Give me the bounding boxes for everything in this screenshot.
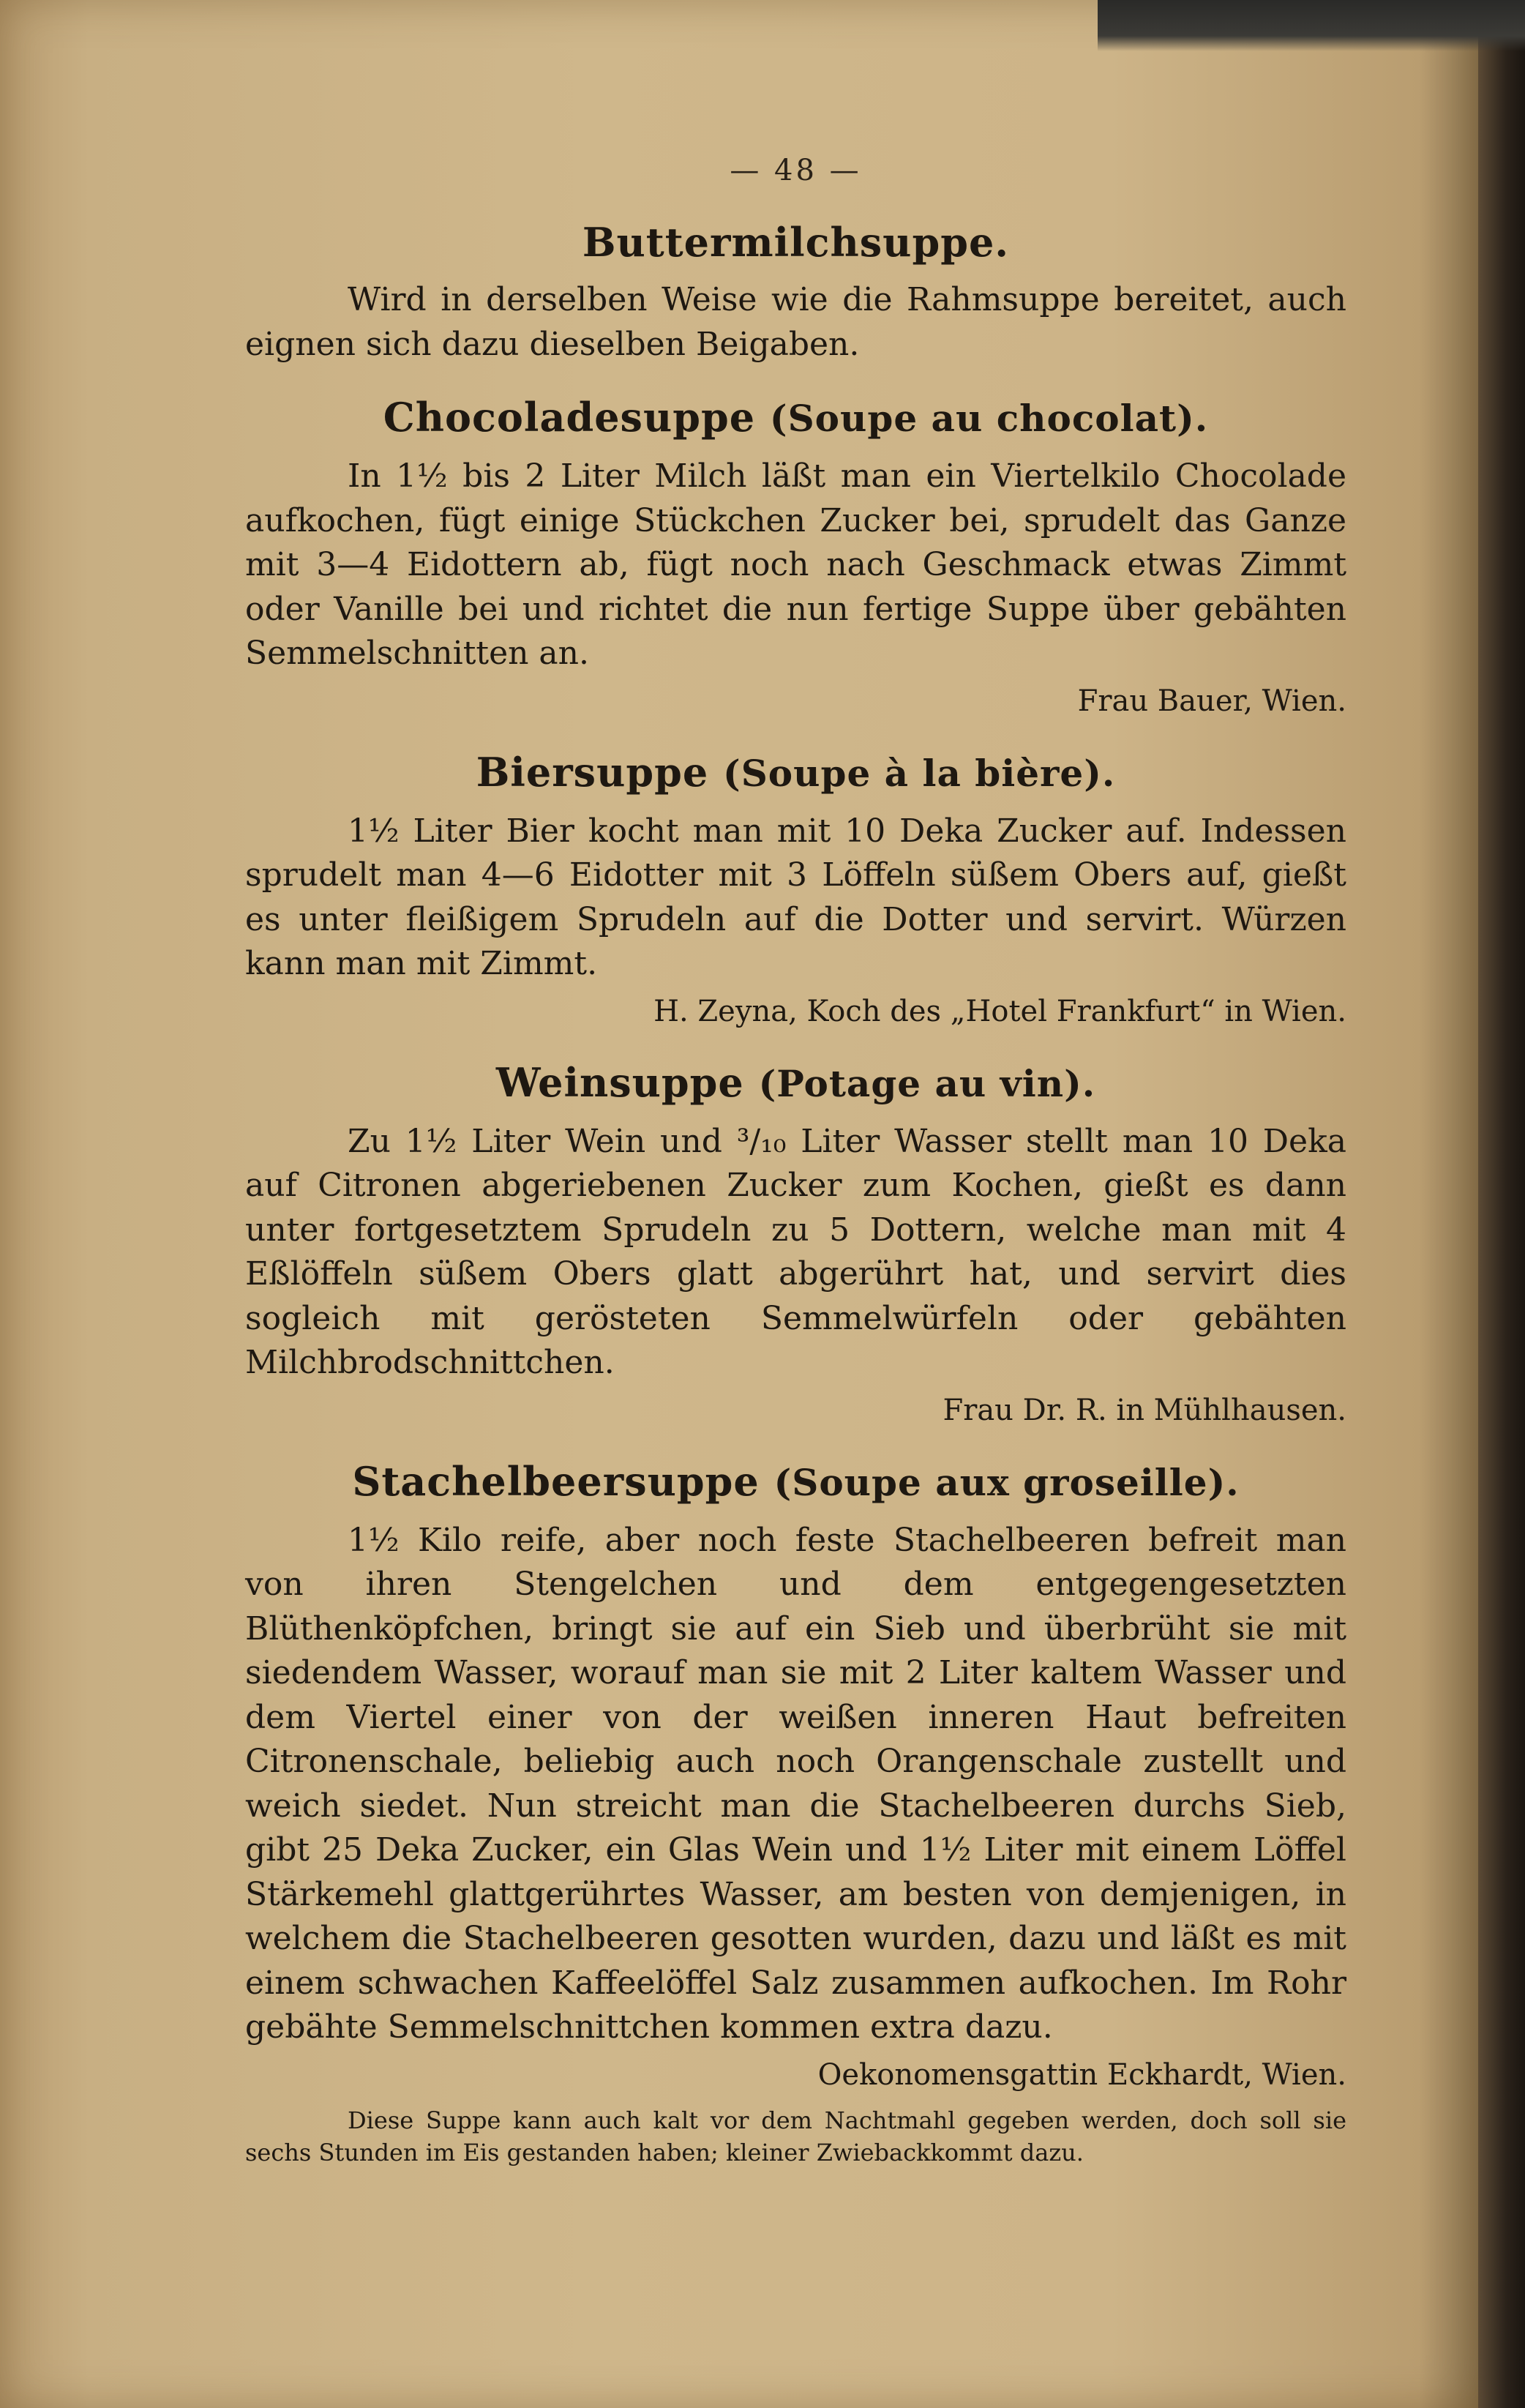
recipe-author: Frau Bauer, Wien. xyxy=(1077,684,1346,718)
recipe-title xyxy=(245,1456,1346,1508)
recipe-title-text: Weinsuppe xyxy=(495,1058,744,1106)
page-number: — 48 — xyxy=(730,154,862,187)
recipe-title xyxy=(245,747,1346,799)
recipe-text: Wird in derselben Weise wie die Rahmsuppe bereitet, auch eignen sich dazu dieselben Beigaben. xyxy=(245,281,1346,363)
recipe-author: Oekonomensgattin Eckhardt, Wien. xyxy=(817,2057,1346,2092)
recipe-title-text: Buttermilchsuppe. xyxy=(582,219,1010,266)
section-biersuppe xyxy=(245,747,1346,1032)
section-stachelbeersuppe xyxy=(245,1456,1346,2169)
recipe-subtitle: (Soupe au chocolat). xyxy=(769,397,1209,440)
recipe-text: Zu 1½ Liter Wein und ³/₁₀ Liter Wasser stellt man 10 Deka auf Citronen abgeriebenen Zucker zum Kochen, gießt es dann unter fortgesetztem Sprudeln zu 5 Dottern, welche man mit 4 Eßlöffeln süßem Obers glatt abgerührt hat, und servirt dies sogleich mit gerösteten Semmelwürfeln oder gebähten Milchbrodschnittchen. xyxy=(245,1122,1346,1381)
page-content xyxy=(245,154,1346,2194)
recipe-title-text: Chocoladesuppe xyxy=(383,394,756,441)
recipe-subtitle: (Soupe aux groseille). xyxy=(773,1460,1240,1504)
recipe-author: H. Zeyna, Koch des „Hotel Frankfurt“ in Wien. xyxy=(653,994,1346,1028)
recipe-title-text: Biersuppe xyxy=(476,748,709,796)
recipe-text: 1½ Liter Bier kocht man mit 10 Deka Zucker auf. Indessen sprudelt man 4—6 Eidotter mit 3 Löffeln süßem Obers auf, gießt es unter fleißigem Sprudeln auf die Dotter und servirt. Würzen kann man mit Zimmt. xyxy=(245,812,1346,982)
recipe-title xyxy=(245,392,1346,444)
recipe-author: Frau Dr. R. in Mühlhausen. xyxy=(943,1393,1346,1427)
recipe-text: 1½ Kilo reife, aber noch feste Stachelbeeren befreit man von ihren Stengelchen und dem entgegengesetzten Blüthenköpfchen, bringt sie auf ein Sieb und überbrüht sie mit siedendem Wasser, worauf man sie mit 2 Liter kaltem Wasser und dem Viertel einer von der weißen inneren Haut befreiten Citronenschale, beliebig auch noch Orangenschale zustellt und weich siedet. Nun streicht man die Stachelbeeren durchs Sieb, gibt 25 Deka Zucker, ein Glas Wein und 1½ Liter mit einem Löffel Stärkemehl glattgerührtes Wasser, am besten von demjenigen, in welchem die Stachelbeeren gesotten wurden, dazu und läßt es mit einem schwachen Kaffeelöffel Salz zusammen aufkochen. Im Rohr gebähte Semmelschnittchen kommen extra dazu. xyxy=(245,1521,1346,2046)
recipe-title-text: Stachelbeersuppe xyxy=(352,1457,760,1505)
scan-edge xyxy=(1098,0,1525,51)
section-buttermilchsuppe xyxy=(245,217,1346,367)
recipe-text: In 1½ bis 2 Liter Milch läßt man ein Viertelkilo Chocolade aufkochen, fügt einige Stückchen Zucker bei, sprudelt das Ganze mit 3—4 Eidottern ab, fügt noch nach Geschmack etwas Zimmt oder Vanille bei und richtet die nun fertige Suppe über gebähten Semmelschnitten an. xyxy=(245,457,1346,672)
recipe-title xyxy=(245,1057,1346,1110)
section-weinsuppe xyxy=(245,1057,1346,1431)
recipe-subtitle: (Potage au vin). xyxy=(758,1061,1096,1105)
recipe-note: Diese Suppe kann auch kalt vor dem Nachtmahl gegeben werden, doch soll sie sechs Stunden im Eis gestanden haben; kleiner Zwiebackkommt dazu. xyxy=(245,2106,1346,2166)
book-spine xyxy=(1478,0,1525,2408)
section-chocoladesuppe xyxy=(245,392,1346,722)
recipe-title xyxy=(245,217,1346,268)
recipe-subtitle: (Soupe à la bière). xyxy=(723,751,1116,795)
